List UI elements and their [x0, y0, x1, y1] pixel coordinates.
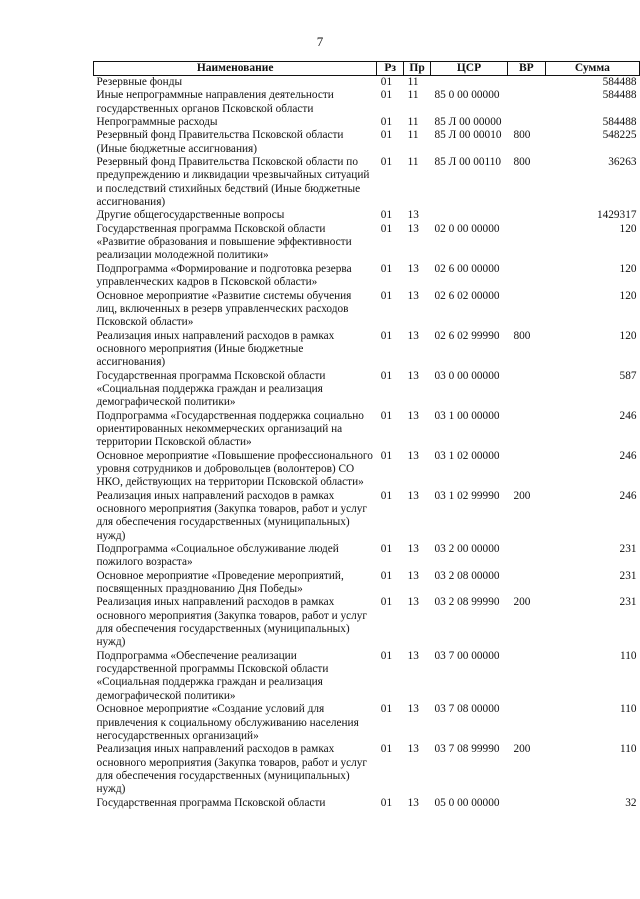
cell-sum: 32	[625, 796, 637, 809]
cell-name: Государственная программа Псковской области «Развитие образования и повышение эффективности реализации молодежной политики»	[96, 222, 352, 262]
table-row	[94, 370, 640, 410]
cell-pr: 13	[407, 703, 419, 716]
cell-sum: 231	[619, 543, 637, 556]
cell-pr: 13	[407, 289, 419, 302]
header-csr: ЦСР	[431, 62, 508, 76]
cell-csr: 02 6 00 00000	[434, 262, 500, 275]
cell-csr: 03 7 08 99990	[434, 743, 500, 756]
cell-rz: 01	[380, 596, 393, 609]
cell-sum: 110	[619, 649, 637, 662]
cell-rz: 01	[380, 89, 393, 102]
cell-name: Реализация иных направлений расходов в рамках основного мероприятия (Иные бюджетные ассигнования)	[96, 329, 335, 369]
cell-name: Непрограммные расходы	[96, 116, 218, 129]
cell-name: Реализация иных направлений расходов в рамках основного мероприятия (Закупка товаров, работ и услуг для обеспечения государственных (муниципальных) нужд)	[96, 743, 368, 796]
cell-csr: 02 0 00 00000	[434, 222, 500, 235]
cell-pr: 11	[407, 156, 419, 169]
cell-sum: 548225	[602, 129, 637, 142]
cell-csr: 03 1 00 00000	[434, 409, 500, 422]
cell-name: Подпрограмма «Формирование и подготовка резерва управленческих кадров в Псковской области»	[96, 262, 352, 289]
cell-rz: 01	[380, 156, 393, 169]
cell-pr: 13	[407, 543, 419, 556]
cell-rz: 01	[380, 743, 393, 756]
cell-csr: 03 0 00 00000	[434, 369, 500, 382]
cell-name: Основное мероприятие «Создание условий для привлечения к социальному обслуживанию населения негосударственных организаций»	[96, 703, 359, 742]
cell-name: Государственная программа Псковской области «Социальная поддержка граждан и реализация демографической политики»	[96, 369, 326, 409]
cell-rz: 01	[380, 449, 393, 462]
header-rz: Рз	[377, 62, 404, 76]
cell-rz: 01	[380, 703, 393, 716]
cell-pr: 13	[407, 409, 419, 422]
cell-sum: 246	[619, 489, 637, 502]
page-number: 7	[316, 34, 324, 49]
table-row	[94, 410, 640, 450]
cell-rz: 01	[380, 129, 393, 142]
cell-csr: 85 0 00 00000	[434, 89, 500, 102]
cell-pr: 13	[407, 329, 419, 342]
cell-csr: 85 Л 00 00110	[434, 156, 502, 169]
table-row	[94, 543, 640, 570]
cell-vr	[507, 290, 545, 330]
table-row	[94, 290, 640, 330]
table-row	[94, 76, 640, 90]
cell-csr: 03 7 08 00000	[434, 703, 500, 716]
cell-name: Реализация иных направлений расходов в рамках основного мероприятия (Закупка товаров, работ и услуг для обеспечения государственных (муниципальных) нужд)	[96, 489, 368, 542]
cell-rz: 01	[380, 796, 393, 809]
cell-name: Резервные фонды	[96, 76, 183, 88]
table-row	[94, 330, 640, 370]
cell-rz: 01	[380, 262, 393, 275]
cell-pr: 13	[407, 449, 419, 462]
cell-name: Основное мероприятие «Развитие системы обучения лиц, включенных в резерв управленческих расходов Псковской области»	[96, 289, 352, 329]
cell-csr: 03 7 00 00000	[434, 649, 500, 662]
cell-rz: 01	[380, 569, 393, 582]
budget-table	[93, 61, 640, 810]
cell-sum: 120	[619, 222, 637, 235]
cell-pr: 11	[407, 89, 419, 102]
cell-csr: 85 Л 00 00000	[434, 116, 502, 129]
cell-rz: 01	[380, 116, 393, 129]
cell-vr	[507, 450, 545, 490]
table-row	[94, 650, 640, 703]
cell-vr	[507, 570, 545, 597]
cell-sum: 584488	[602, 89, 637, 102]
cell-vr	[507, 703, 545, 743]
cell-name: Государственная программа Псковской области	[96, 796, 326, 809]
cell-pr: 13	[407, 596, 419, 609]
table-row	[94, 209, 640, 222]
cell-pr: 11	[407, 129, 419, 142]
table-row	[94, 570, 640, 597]
cell-pr: 13	[407, 796, 419, 809]
cell-rz: 01	[380, 649, 393, 662]
cell-sum: 231	[619, 596, 637, 609]
cell-sum: 120	[619, 262, 637, 275]
cell-vr	[507, 410, 545, 450]
cell-name: Основное мероприятие «Повышение профессионального уровня сотрудников и добровольцев (волонтеров) СО НКО, действующих на территории Псковской области»	[96, 449, 373, 489]
cell-sum: 120	[619, 329, 637, 342]
cell-sum: 110	[619, 703, 637, 716]
cell-csr: 85 Л 00 00010	[434, 129, 502, 142]
cell-pr: 13	[407, 369, 419, 382]
cell-sum: 584488	[602, 116, 637, 129]
table-row	[94, 490, 640, 543]
cell-sum: 231	[619, 569, 637, 582]
cell-csr: 03 1 02 00000	[434, 449, 500, 462]
table-row	[94, 263, 640, 290]
cell-csr	[431, 76, 508, 90]
table-row	[94, 116, 640, 129]
cell-sum: 36263	[608, 156, 637, 169]
cell-sum: 246	[619, 449, 637, 462]
cell-pr: 13	[407, 209, 419, 222]
cell-csr: 03 1 02 99990	[434, 489, 500, 502]
table-body	[94, 76, 640, 810]
header-vr: ВР	[507, 62, 545, 76]
cell-csr: 02 6 02 99990	[434, 329, 500, 342]
cell-pr: 13	[407, 222, 419, 235]
cell-csr: 03 2 08 99990	[434, 596, 500, 609]
cell-vr: 200	[513, 743, 531, 756]
cell-pr: 11	[407, 116, 419, 129]
cell-vr: 800	[513, 129, 531, 142]
cell-rz: 01	[380, 329, 393, 342]
cell-sum: 584488	[602, 76, 637, 88]
header-name: Наименование	[94, 62, 377, 76]
cell-vr	[507, 263, 545, 290]
table-row	[94, 797, 640, 810]
cell-sum: 1429317	[596, 209, 637, 222]
cell-vr: 200	[513, 489, 531, 502]
table-row	[94, 703, 640, 743]
table-row	[94, 596, 640, 649]
cell-rz: 01	[380, 489, 393, 502]
cell-csr: 03 2 08 00000	[434, 569, 500, 582]
cell-rz: 01	[380, 289, 393, 302]
cell-vr: 200	[513, 596, 531, 609]
cell-vr	[507, 797, 545, 810]
cell-csr: 02 6 02 00000	[434, 289, 500, 302]
cell-csr: 05 0 00 00000	[434, 796, 500, 809]
cell-vr	[507, 76, 545, 90]
cell-vr	[507, 89, 545, 116]
table-row	[94, 223, 640, 263]
cell-vr	[507, 209, 545, 222]
cell-csr: 03 2 00 00000	[434, 543, 500, 556]
cell-name: Основное мероприятие «Проведение мероприятий, посвященных празднованию Дня Победы»	[96, 569, 344, 596]
cell-name: Подпрограмма «Государственная поддержка социально ориентированных некоммерческих организаций на территории Псковской области»	[96, 409, 364, 449]
table-row	[94, 743, 640, 796]
cell-sum: 120	[619, 289, 637, 302]
cell-sum: 246	[619, 409, 637, 422]
cell-name: Реализация иных направлений расходов в рамках основного мероприятия (Закупка товаров, работ и услуг для обеспечения государственных (муниципальных) нужд)	[96, 596, 368, 649]
cell-sum: 587	[619, 369, 637, 382]
cell-rz: 01	[380, 543, 393, 556]
cell-name: Иные непрограммные направления деятельности государственных органов Псковской области	[96, 89, 334, 115]
cell-pr: 13	[407, 262, 419, 275]
cell-vr: 800	[513, 156, 531, 169]
cell-rz: 01	[380, 409, 393, 422]
cell-name: Подпрограмма «Социальное обслуживание людей пожилого возраста»	[96, 543, 339, 569]
cell-name: Резервный фонд Правительства Псковской области (Иные бюджетные ассигнования)	[96, 129, 344, 155]
cell-csr	[431, 209, 508, 222]
cell-name: Другие общегосударственные вопросы	[96, 209, 285, 222]
cell-vr	[507, 370, 545, 410]
cell-vr	[507, 223, 545, 263]
cell-name: Резервный фонд Правительства Псковской области по предупреждению и ликвидации чрезвычайных ситуаций и последствий стихийных бедствий (Иные бюджетные ассигнования)	[96, 156, 370, 209]
cell-pr: 13	[407, 649, 419, 662]
table-row	[94, 156, 640, 209]
header-pr: Пр	[404, 62, 431, 76]
table-header	[94, 62, 640, 76]
cell-vr	[507, 650, 545, 703]
cell-pr: 11	[407, 76, 419, 88]
cell-vr	[507, 543, 545, 570]
cell-rz: 01	[380, 222, 393, 235]
cell-pr: 13	[407, 569, 419, 582]
cell-rz: 01	[380, 209, 393, 222]
cell-rz: 01	[380, 369, 393, 382]
cell-sum: 110	[619, 743, 637, 756]
cell-name: Подпрограмма «Обеспечение реализации государственной программы Псковской области «Социальная поддержка граждан и реализация демографической политики»	[96, 649, 329, 702]
cell-vr	[507, 116, 545, 129]
header-sum: Сумма	[545, 62, 639, 76]
table-row	[94, 450, 640, 490]
cell-pr: 13	[407, 489, 419, 502]
cell-pr: 13	[407, 743, 419, 756]
table-row	[94, 89, 640, 116]
cell-rz: 01	[380, 76, 393, 88]
table-row	[94, 129, 640, 156]
cell-vr: 800	[513, 329, 531, 342]
